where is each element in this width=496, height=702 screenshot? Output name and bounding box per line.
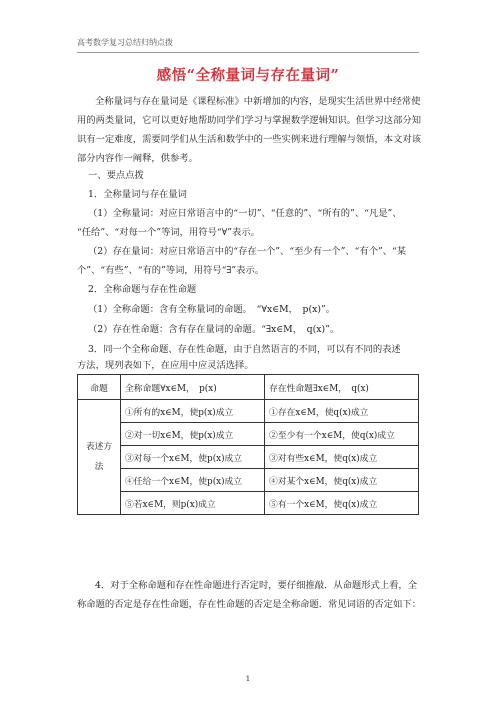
point1-item2-line2: 个”、“有些”、“有的”等词，用符号“∃”表示。 (77, 265, 265, 276)
table-row-label: 表述方法 (78, 400, 121, 515)
point1-title: 1．全称量词与存在量词 (88, 189, 187, 200)
table-row (78, 423, 419, 446)
article-title: 感悟“全称量词与存在量词” (156, 67, 340, 84)
table-cell: ③对有些x∈M，使q(x)成立 (264, 446, 418, 469)
point2-item2: （2）存在性命题：含有存在量词的命题。“∃x∈M， q(x)”。 (88, 324, 340, 335)
table-row (78, 400, 419, 423)
table-header-row (78, 375, 419, 400)
expression-table (77, 374, 419, 515)
table-cell: ⑤若x∈M，则p(x)成立 (121, 492, 265, 515)
table-cell: ④对某个x∈M，使q(x)成立 (264, 469, 418, 492)
table-row (78, 469, 419, 492)
table-header-cell: 存在性命题∃x∈M， q(x) (264, 375, 418, 400)
header-divider (77, 52, 419, 53)
table-row (78, 492, 419, 515)
table-cell: ②至少有一个x∈M，使q(x)成立 (264, 423, 418, 446)
table-cell: ①所有的x∈M，使p(x)成立 (121, 400, 265, 423)
point2-item1: （1）全称命题：含有全称量词的命题。 “∀x∈M， p(x)”。 (88, 304, 336, 315)
point2-title: 2．全称命题与存在性命题 (88, 284, 197, 295)
table-cell: ①存在x∈M，使q(x)成立 (264, 400, 418, 423)
table-cell: ⑤有一个x∈M，使q(x)成立 (264, 492, 418, 515)
intro-paragraph: 全称量词与存在量词是《课程标准》中新增加的内容，是现实生活世界中经常使用的两类量词，它可以更好地帮助同学们学习与掌握数学逻辑知识。但学习这部分知识有一定难度，需要同学们从生活和数学中的一些实例来进行理解与领悟，本文对该部分内容作一阐释，供参考。 (77, 96, 421, 164)
point4-paragraph: 4．对于全称命题和存在性命题进行否定时，要仔细推敲．从命题形式上看，全称命题的否定是存在性命题，存在性命题的否定是全称命题．常见词语的否定如下： (77, 580, 421, 610)
point3-line1: 3．同一个全称命题、存在性命题，由于自然语言的不同，可以有不同的表述 (88, 344, 401, 355)
section-heading: 一、要点点拨 (88, 170, 144, 181)
page-number: 1 (245, 675, 251, 683)
table-header-cell: 命题 (78, 375, 121, 400)
table-header-cell: 全称命题∀x∈M， p(x) (121, 375, 265, 400)
point1-item2-line1: （2）存在量词：对应日常语言中的“存在一个”、“至少有一个”、“有个”、“某 (88, 246, 407, 257)
table-cell: ②对一切x∈M，使p(x)成立 (121, 423, 265, 446)
page-header: 高考数学复习总结归纳点拨 (77, 38, 173, 47)
table-cell: ④任给一个x∈M，使p(x)成立 (121, 469, 265, 492)
point1-item1-line2: “任给”、“对每一个”等词，用符号“∀”表示。 (77, 227, 260, 238)
point1-item1-line1: （1）全称量词：对应日常语言中的“一切”、“任意的”、“所有的”、“凡是”、 (88, 208, 402, 219)
table-row (78, 446, 419, 469)
table-cell: ③对每一个x∈M，使p(x)成立 (121, 446, 265, 469)
point3-line2: 方法，现列表如下，在应用中应灵活选择。 (77, 360, 254, 371)
